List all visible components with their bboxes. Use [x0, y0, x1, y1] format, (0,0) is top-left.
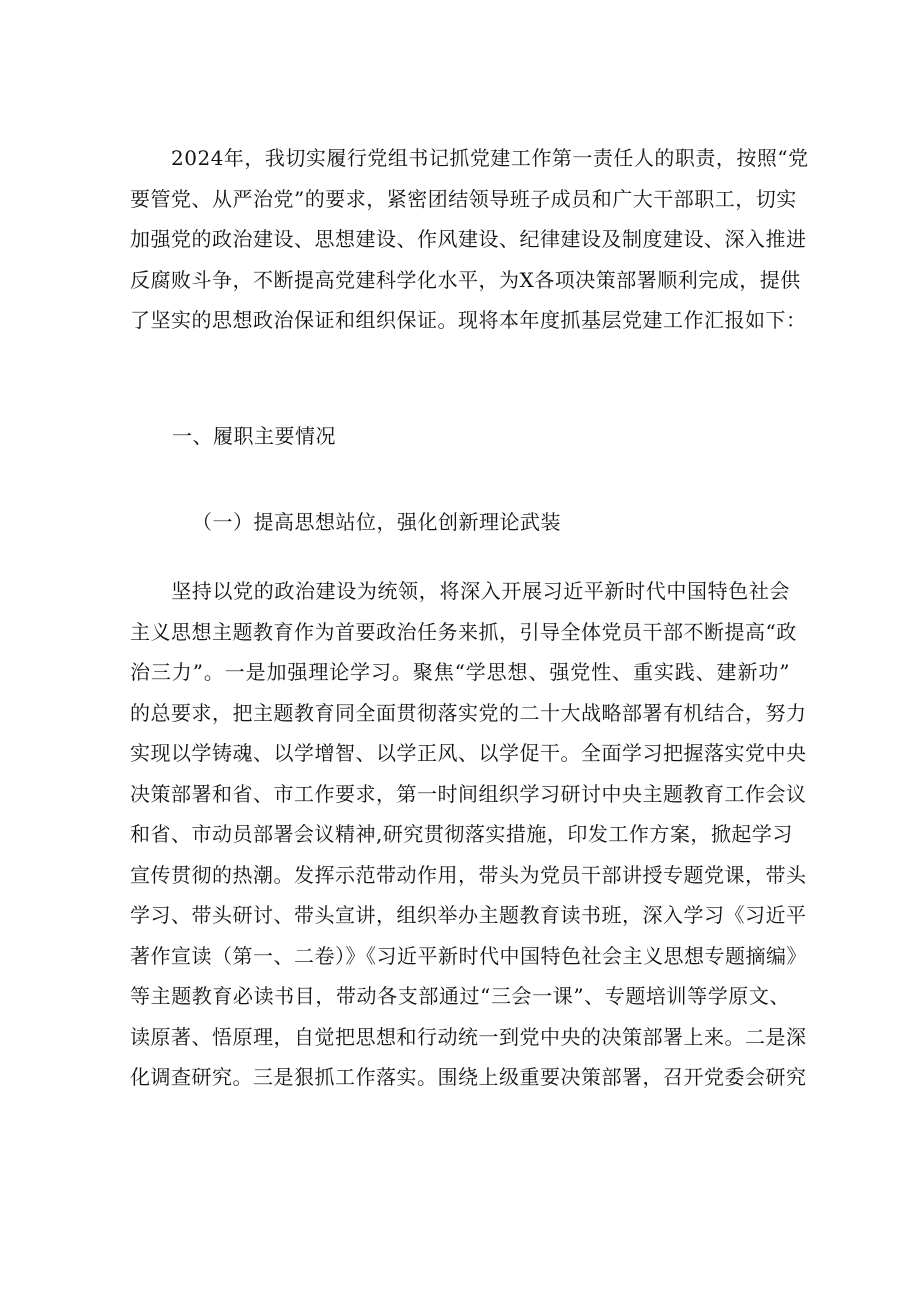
text-line: 实现以学铸魂、以学增智、以学正风、以学促干。全面学习把握落实党中央: [130, 741, 807, 765]
text-line: 加强党的政治建设、思想建设、作风建设、纪律建设及制度建设、深入推进: [130, 227, 807, 251]
text-line: 著作宣读（第一、二卷）》《习近平新时代中国特色社会主义思想专题摘编》: [130, 943, 807, 968]
text-line: 的总要求，把主题教育同全面贯彻落实党的二十大战略部署有机结合，努力: [130, 700, 807, 725]
body-paragraph: [130, 571, 807, 1098]
text-line: 坚持以党的政治建设为统领，将深入开展习近平新时代中国特色社会: [130, 579, 790, 603]
text-line: 读原著、悟原理，自觉把思想和行动统一到党中央的决策部署上来。二是深: [130, 1024, 807, 1049]
text-line: 化调查研究。三是狠抓工作落实。围绕上级重要决策部署，召开党委会研究: [130, 1065, 807, 1089]
section-heading: 一、履职主要情况: [172, 424, 336, 448]
text-line: 决策部署和省、市工作要求，第一时间组织学习研讨中央主题教育工作会议: [130, 781, 807, 806]
text-line: 反腐败斗争，不断提高党建科学化水平，为X各项决策部署顺利完成，提供: [130, 267, 801, 292]
text-line: 主义思想主题教育作为首要政治任务来抓，引导全体党员干部不断提高“政: [130, 619, 797, 644]
intro-paragraph: [130, 138, 809, 341]
subsection-heading: （一）提高思想站位，强化创新理论武装: [192, 510, 561, 534]
text-line: 宣传贯彻的热潮。发挥示范带动作用，带头为党员干部讲授专题党课，带头: [130, 862, 807, 887]
text-line: 等主题教育必读书目，带动各支部通过“三会一课”、专题培训等学原文、: [130, 984, 790, 1008]
text-line: 学习、带头研讨、带头宣讲，组织举办主题教育读书班，深入学习《习近平: [130, 903, 807, 927]
text-line: 治三力”。一是加强理论学习。聚焦“学思想、强党性、重实践、建新功”: [130, 660, 790, 684]
text-line: 要管党、从严治党”的要求，紧密团结领导班子成员和广大干部职工，切实: [130, 186, 797, 211]
text-line: 和省、市动员部署会议精神,研究贯彻落实措施，印发工作方案，掀起学习: [130, 822, 793, 846]
text-line: 2024年，我切实履行党组书记抓党建工作第一责任人的职责，按照“党: [130, 146, 809, 170]
text-line: 了坚实的思想政治保证和组织保证。现将本年度抓基层党建工作汇报如下：: [130, 308, 807, 332]
